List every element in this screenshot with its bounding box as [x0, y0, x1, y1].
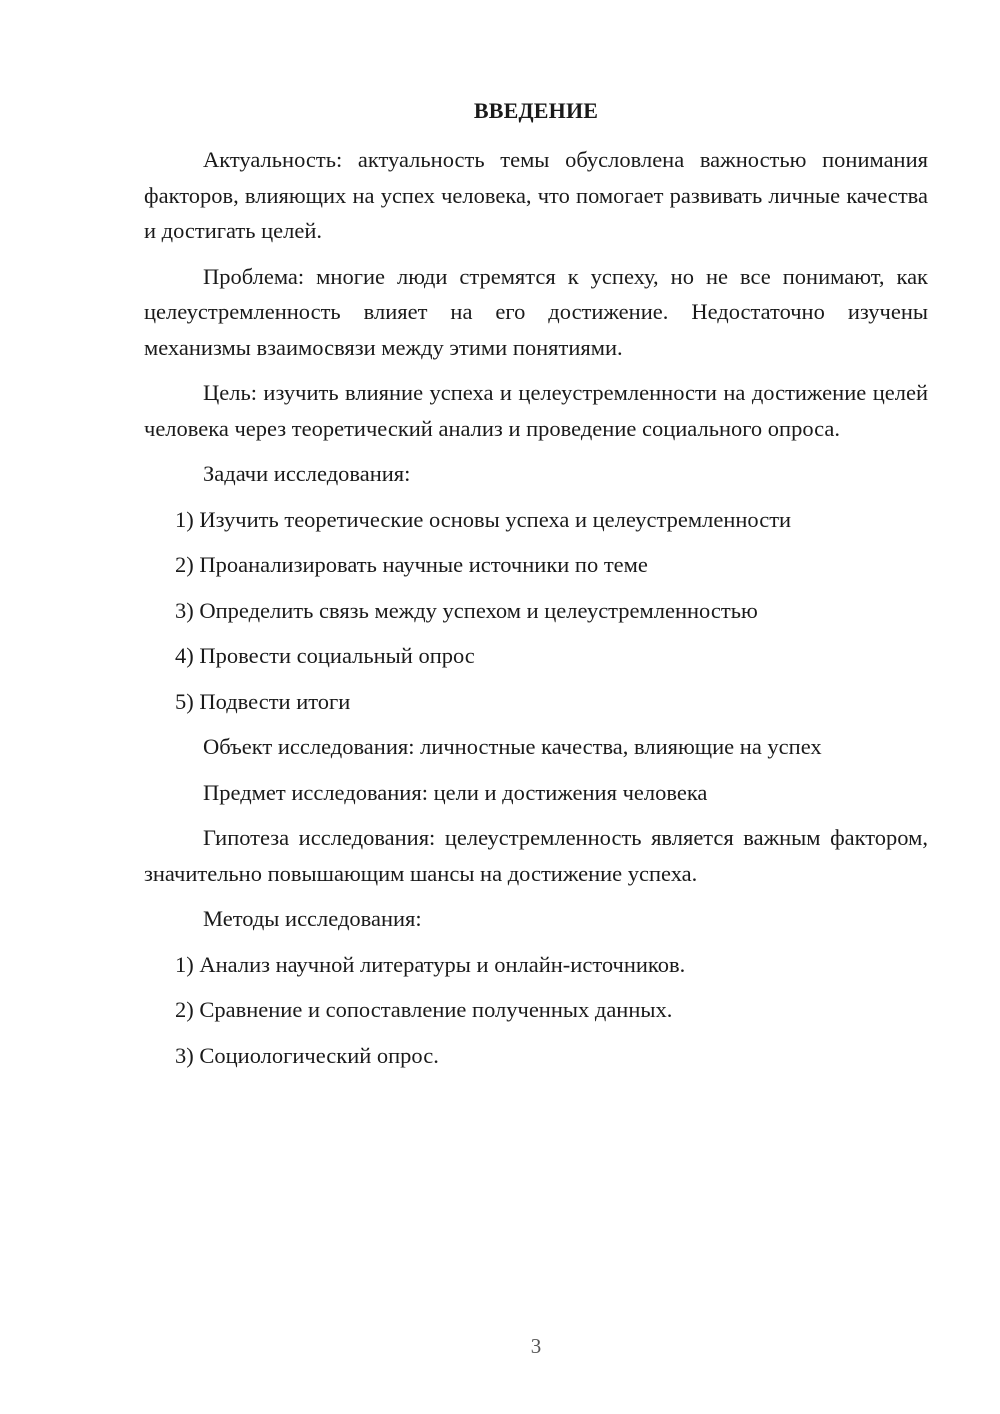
problem-paragraph: Проблема: многие люди стремятся к успеху, но не все понимают, как целеустремленность влияет на его достижение. Недостаточно изучены механизмы взаимосвязи между этими понятиями. [144, 263, 928, 360]
task-item: 5) Подвести итоги [175, 688, 351, 714]
task-item: 3) Определить связь между успехом и целеустремленностью [175, 597, 758, 623]
methods-heading: Методы исследования: [203, 906, 422, 931]
task-item: 2) Проанализировать научные источники по теме [175, 552, 648, 577]
subject-paragraph: Предмет исследования: цели и достижения человека [203, 779, 708, 805]
goal-paragraph: Цель: изучить влияние успеха и целеустремленности на достижение целей человека через теоретический анализ и проведение социального опроса. [144, 380, 928, 441]
relevance-paragraph: Актуальность: актуальность темы обусловлена важностью понимания факторов, влияющих на успех человека, что помогает развивать личные качества и достигать целей. [144, 147, 928, 243]
method-item: 1) Анализ научной литературы и онлайн-источников. [175, 951, 686, 977]
task-item: 4) Провести социальный опрос [175, 643, 475, 668]
document-body [144, 142, 928, 1083]
page-number: 3 [530, 1334, 542, 1358]
object-paragraph: Объект исследования: личностные качества, влияющие на успех [203, 734, 822, 759]
task-item: 1) Изучить теоретические основы успеха и целеустремленности [175, 506, 792, 532]
tasks-heading: Задачи исследования: [203, 461, 411, 486]
method-item: 3) Социологический опрос. [175, 1042, 439, 1068]
hypothesis-paragraph: Гипотеза исследования: целеустремленность является важным фактором, значительно повышающим шансы на достижение успеха. [144, 825, 928, 886]
method-item: 2) Сравнение и сопоставление полученных данных. [175, 997, 673, 1022]
section-title: ВВЕДЕНИЕ [473, 98, 599, 123]
